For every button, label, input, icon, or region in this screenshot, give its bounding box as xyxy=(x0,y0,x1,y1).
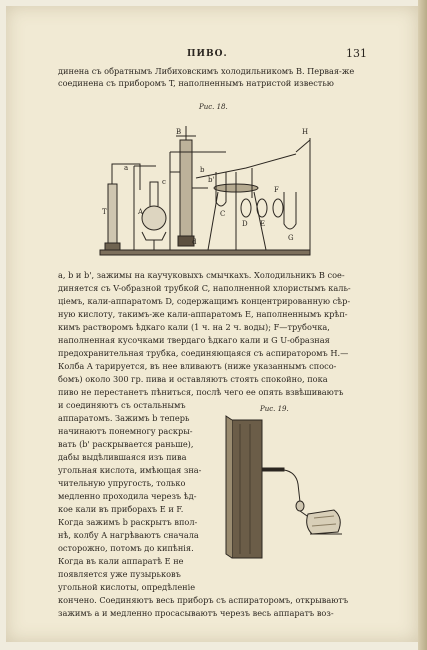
text-line: пиво не перестанетъ пѣниться, послѣ чего ее опять взвѣшиваютъ xyxy=(58,387,344,397)
label-A: A xyxy=(138,208,144,216)
figure-19-apparatus xyxy=(222,414,352,564)
text-line: ную кислоту, такимъ-же кали-аппаратомъ E, наполненнымъ крѣп- xyxy=(58,309,348,319)
text-line: Когда зажимъ b раскрытъ впол- xyxy=(58,517,198,527)
text-line: динена съ обратнымъ Либиховскимъ холодильникомъ B. Первая-же xyxy=(58,66,355,76)
text-line: кимъ растворомъ ѣдкаго кали (1 ч. на 2 ч. воды); F—трубочка, xyxy=(58,322,330,332)
text-line: угольной кислоты, опредѣленіе xyxy=(58,582,196,592)
text-line: предохранительная трубка, соединяющаяся съ аспираторомъ H.— xyxy=(58,348,349,358)
label-E: E xyxy=(260,220,266,228)
label-d: d xyxy=(192,238,197,246)
text-line: нѣ, колбу A нагрѣваютъ сначала xyxy=(58,530,199,540)
text-line: Когда въ кали аппаратѣ E не xyxy=(58,556,184,566)
text-line: вать (b' раскрывается раньше), xyxy=(58,439,194,449)
label-F: F xyxy=(274,186,279,194)
text-line: медленно проходила черезъ ѣд- xyxy=(58,491,197,501)
text-line: кончено. Соединяютъ весь приборъ съ аспираторомъ, открываютъ xyxy=(58,595,349,605)
text-line: ціемъ, кали-аппаратомъ D, содержащимъ концентрированную сѣр- xyxy=(58,296,351,306)
page-edge xyxy=(418,0,427,650)
label-b: b xyxy=(200,166,205,174)
label-c: c xyxy=(162,178,166,186)
text-line: угольная кислота, имѣющая зна- xyxy=(58,465,202,475)
text-line: аппаратомъ. Зажимъ b теперь xyxy=(58,413,190,423)
label-B: B xyxy=(176,128,182,136)
figure-18-caption: Рис. 18. xyxy=(199,103,228,111)
text-line: соединена съ приборомъ T, наполненнымъ натристой известью xyxy=(58,78,334,88)
figure-19-caption: Рис. 19. xyxy=(260,405,289,413)
text-line: диняется съ V-образной трубкой C, наполненной хлористымъ каль- xyxy=(58,283,351,293)
label-a: a xyxy=(124,164,129,172)
text-line: наполненная кусочками твердаго ѣдкаго кали и G U-образная xyxy=(58,335,330,345)
text-line: a, b и b', зажимы на каучуковыхъ смычкахъ. Холодильникъ B сое- xyxy=(58,270,345,280)
running-header: ПИВО. xyxy=(187,49,228,59)
text-line: Колба A тарируется, въ нее вливаютъ (ниже указаннымъ спосо- xyxy=(58,361,337,371)
text-line: появляется уже пузырьковъ xyxy=(58,569,181,579)
text-line: начинаютъ понемногу раскры- xyxy=(58,426,193,436)
label-D: D xyxy=(242,220,248,228)
label-C: C xyxy=(220,210,226,218)
figure-18-apparatus xyxy=(96,112,316,262)
text-line: дабы выдѣлившаяся изъ пива xyxy=(58,452,187,462)
text-line: кое кали въ приборахъ E и F. xyxy=(58,504,184,514)
text-line: осторожно, потомъ до кипѣнія. xyxy=(58,543,194,553)
label-H: H xyxy=(302,128,309,136)
text-line: бомъ) около 300 гр. пива и оставляютъ стоять спокойно, пока xyxy=(58,374,328,384)
page-number: 131 xyxy=(346,47,367,60)
label-T: T xyxy=(102,208,107,216)
text-line: чительную упругость, только xyxy=(58,478,186,488)
text-line: и соединяютъ съ остальнымъ xyxy=(58,400,186,410)
label-b-prime: b' xyxy=(208,176,215,184)
text-line: зажимъ a и медленно просасываютъ черезъ весь аппаратъ воз- xyxy=(58,608,334,618)
label-G: G xyxy=(288,234,294,242)
